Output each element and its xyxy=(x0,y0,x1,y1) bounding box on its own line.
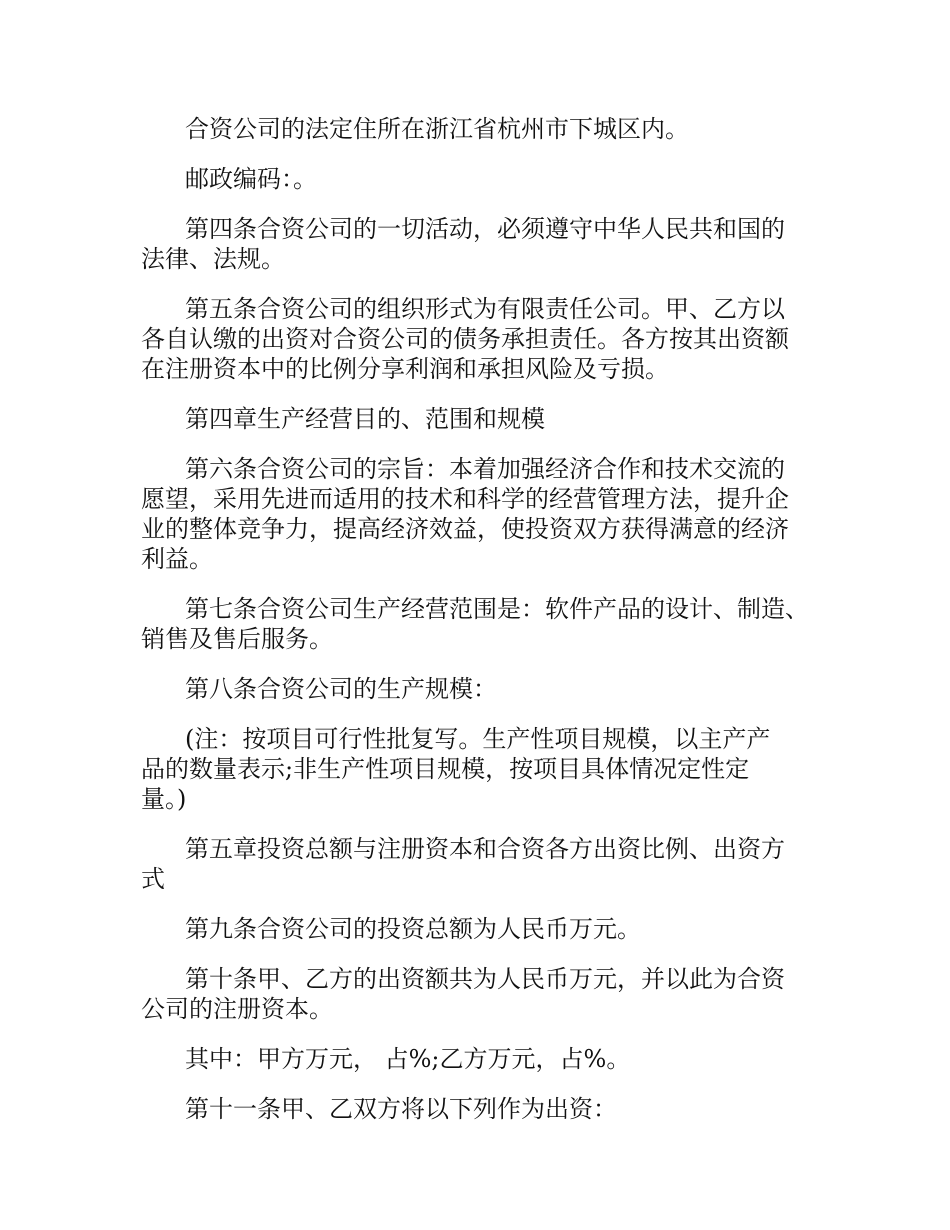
document-body xyxy=(141,114,821,1144)
paragraph-article-6: 第六条合资公司的宗旨：本着加强经济合作和技术交流的 愿望，采用先进而适用的技术和科学的经营管理方法，提升企 业的整体竞争力，提高经济效益，使投资双方获得满意的经济 利益。 xyxy=(141,455,789,573)
paragraph-article-10: 第十条甲、乙方的出资额共为人民币万元，并以此为合资 公司的注册资本。 xyxy=(141,965,785,1023)
chapter-5-heading: 第五章投资总额与注册资本和合资各方出资比例、出资方 式 xyxy=(141,835,785,893)
paragraph-article-4: 第四条合资公司的一切活动，必须遵守中华人民共和国的 法律、法规。 xyxy=(141,215,785,273)
paragraph-shares: 其中：甲方万元， 占%;乙方万元，占%。 xyxy=(185,1045,631,1073)
chapter-4-heading: 第四章生产经营目的、范围和规模 xyxy=(185,405,545,433)
paragraph-article-5: 第五条合资公司的组织形式为有限责任公司。甲、乙方以 各自认缴的出资对合资公司的债务承担责任。各方按其出资额 在注册资本中的比例分享利润和承担风险及亏损。 xyxy=(141,295,789,383)
paragraph-address: 合资公司的法定住所在浙江省杭州市下城区内。 xyxy=(185,115,689,143)
paragraph-article-7: 第七条合资公司生产经营范围是：软件产品的设计、制造、 销售及售后服务。 xyxy=(141,595,809,653)
paragraph-note: (注：按项目可行性批复写。生产性项目规模，以主产产 品的数量表示;非生产性项目规模，按项目具体情况定性定 量。) xyxy=(141,725,771,813)
paragraph-article-11: 第十一条甲、乙双方将以下列作为出资： xyxy=(185,1095,617,1123)
paragraph-article-8: 第八条合资公司的生产规模： xyxy=(185,675,497,703)
paragraph-postal-code: 邮政编码：。 xyxy=(185,165,317,193)
paragraph-article-9: 第九条合资公司的投资总额为人民币万元。 xyxy=(185,915,641,943)
